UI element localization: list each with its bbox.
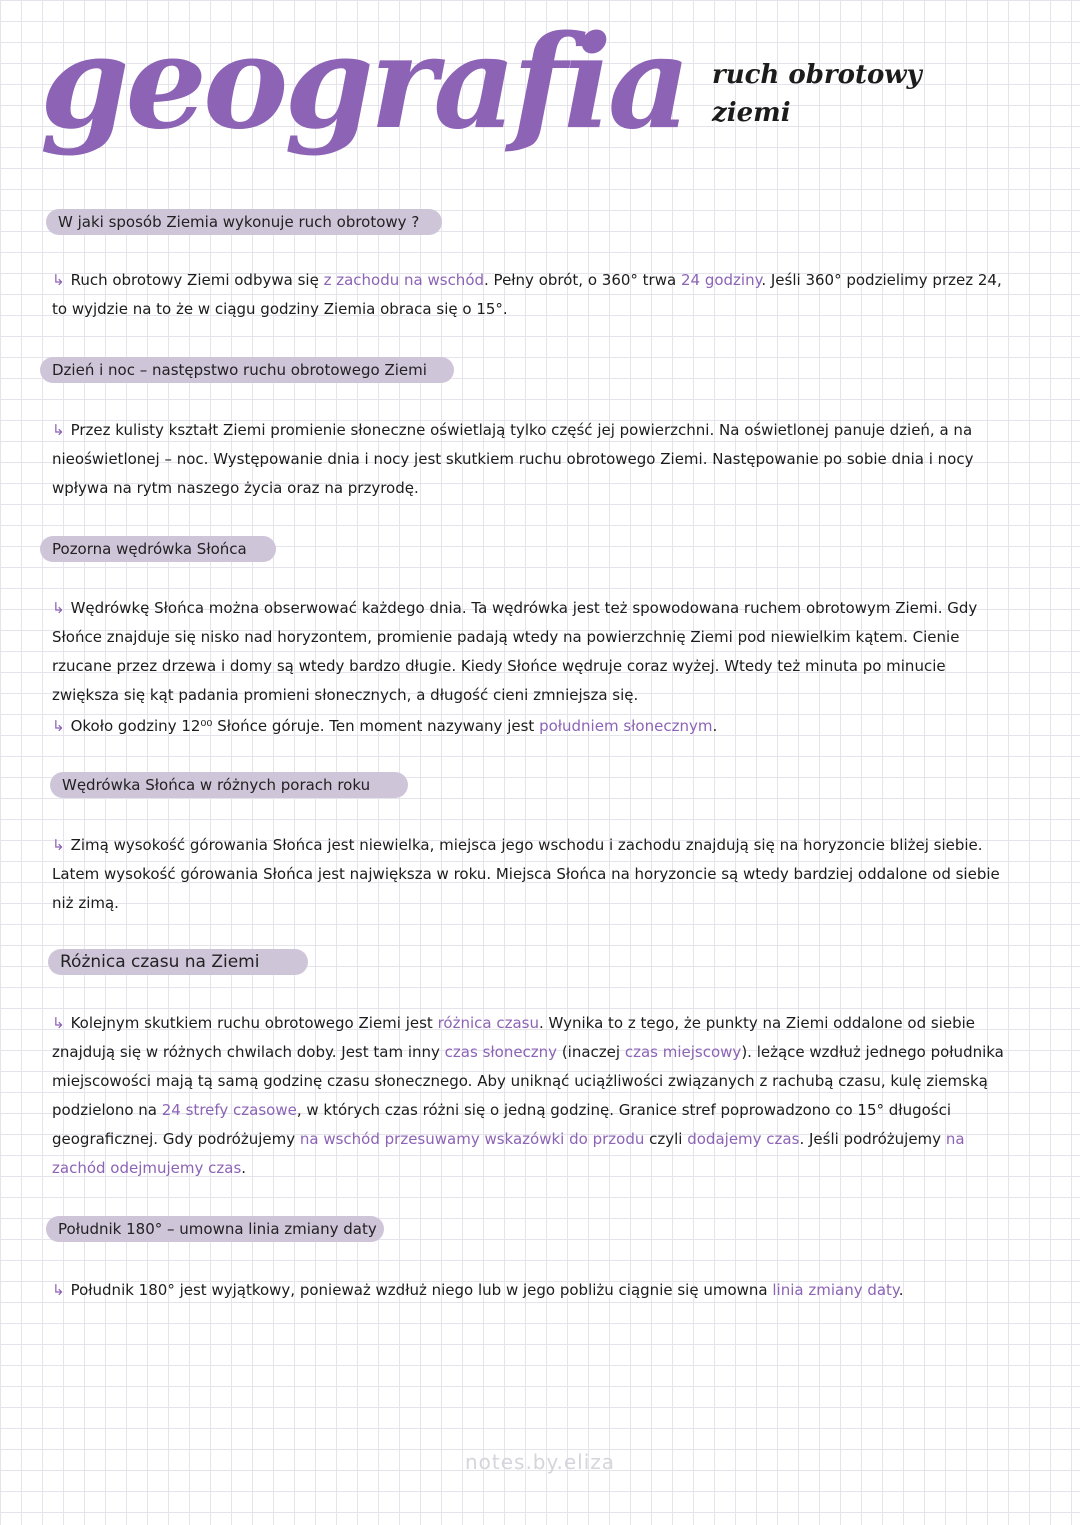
highlighted-text: 24 strefy czasowe bbox=[161, 1101, 297, 1119]
arrow-icon: ↳ bbox=[52, 599, 65, 617]
highlighted-text: z zachodu na wschód bbox=[323, 271, 485, 289]
highlighted-text: różnica czasu bbox=[437, 1014, 539, 1032]
highlighted-text: południem słonecznym bbox=[539, 717, 713, 735]
highlighted-text: na zachód odejmujemy czas bbox=[52, 1130, 965, 1177]
highlighted-text: linia zmiany daty bbox=[772, 1281, 899, 1299]
paragraph-text: Około godziny 12⁰⁰ Słońce góruje. Ten moment nazywany jest bbox=[70, 717, 540, 735]
arrow-icon: ↳ bbox=[52, 836, 65, 854]
paragraph-text: (inaczej bbox=[557, 1043, 625, 1061]
section-heading-sun-path: Pozorna wędrówka Słońca bbox=[40, 536, 276, 562]
paragraph-text: . Wynika to z tego, że punkty na Ziemi oddalone od siebie znajdują się w różnych chwilach doby. Jest tam inny bbox=[52, 1014, 976, 1061]
page-subtitle bbox=[712, 56, 952, 132]
arrow-icon: ↳ bbox=[52, 717, 65, 735]
paragraph-text: . Pełny obrót, o 360° trwa bbox=[484, 271, 681, 289]
paragraph-text: . bbox=[712, 717, 718, 735]
page-title: geografia bbox=[40, 8, 687, 158]
subtitle-line-2: ziemi bbox=[712, 98, 791, 128]
arrow-icon: ↳ bbox=[52, 1014, 65, 1032]
arrow-icon: ↳ bbox=[52, 421, 65, 439]
highlighted-text: czas słoneczny bbox=[444, 1043, 558, 1061]
paragraph-text: Zimą wysokość górowania Słońca jest niewielka, miejsca jego wschodu i zachodu znajdują się na horyzoncie bliżej siebie. Latem wysokość górowania Słońca jest największa w roku. Miejsca Słońca na horyzoncie są wtedy bardziej oddalone od siebie niż zimą. bbox=[52, 836, 1000, 912]
paragraph-text: Wędrówkę Słońca można obserwować każdego dnia. Ta wędrówka jest też spowodowana ruchem obrotowym Ziemi. Gdy Słońce znajduje się nisko nad horyzontem, promienie padają wtedy na powierzchnię Ziemi pod niewielkim kątem. Cienie rzucane przez drzewa i domy są wtedy bardzo długie. Kiedy Słońce wędruje coraz wyżej. Wtedy też minuta po minucie zwiększa się kąt padania promieni słonecznych, a długość cieni zmniejsza się. bbox=[52, 599, 978, 704]
paragraph-text: . bbox=[898, 1281, 904, 1299]
paragraph-text: Ruch obrotowy Ziemi odbywa się bbox=[70, 271, 324, 289]
section-paragraph bbox=[52, 594, 1012, 710]
section-heading-time-difference: Różnica czasu na Ziemi bbox=[48, 949, 308, 975]
section-paragraph bbox=[52, 1276, 1012, 1305]
paragraph-text: . bbox=[241, 1159, 247, 1177]
arrow-icon: ↳ bbox=[52, 1281, 65, 1299]
highlighted-text: 24 godziny bbox=[680, 271, 762, 289]
paragraph-text: ). leżące wzdłuż jednego południka miejscowości mają tą samą godzinę czasu słonecznego. Aby uniknąć uciążliwości związanych z rachubą czasu, kulę ziemską podzielono na bbox=[52, 1043, 1004, 1119]
section-heading-seasons: Wędrówka Słońca w różnych porach roku bbox=[50, 772, 408, 798]
highlighted-text: na wschód przesuwamy wskazówki do przodu bbox=[299, 1130, 645, 1148]
highlighted-text: czas miejscowy bbox=[624, 1043, 742, 1061]
paragraph-text: Południk 180° jest wyjątkowy, ponieważ wzdłuż niego lub w jego pobliżu ciągnie się umowna bbox=[70, 1281, 773, 1299]
paragraph-text: , w których czas różni się o jedną godzinę. Granice stref poprowadzono co 15° długości geograficznej. Gdy podróżujemy bbox=[52, 1101, 952, 1148]
paragraph-text: . Jeśli podróżujemy bbox=[799, 1130, 946, 1148]
section-heading-date-line: Południk 180° – umowna linia zmiany daty bbox=[46, 1216, 384, 1242]
paragraph-text: Kolejnym skutkiem ruchu obrotowego Ziemi jest bbox=[70, 1014, 438, 1032]
section-heading-rotation: W jaki sposób Ziemia wykonuje ruch obrotowy ? bbox=[46, 209, 442, 235]
arrow-icon: ↳ bbox=[52, 271, 65, 289]
section-paragraph bbox=[52, 416, 1012, 503]
section-paragraph bbox=[52, 266, 1012, 324]
paragraph-text: czyli bbox=[644, 1130, 688, 1148]
highlighted-text: dodajemy czas bbox=[687, 1130, 800, 1148]
paragraph-text: . Jeśli 360° podzielimy przez 24, to wyjdzie na to że w ciągu godziny Ziemia obraca się o 15°. bbox=[52, 271, 1002, 318]
watermark: notes.by.eliza bbox=[464, 1450, 616, 1474]
section-heading-day-night: Dzień i noc – następstwo ruchu obrotowego Ziemi bbox=[40, 357, 454, 383]
section-paragraph bbox=[52, 1009, 1012, 1183]
paragraph-text: Przez kulisty kształt Ziemi promienie słoneczne oświetlają tylko część jej powierzchni. Na oświetlonej panuje dzień, a na nieoświetlonej – noc. Występowanie dnia i nocy jest skutkiem ruchu obrotowego Ziemi. Następowanie po sobie dnia i nocy wpływa na rytm naszego życia oraz na przyrodę. bbox=[52, 421, 974, 497]
subtitle-line-1: ruch obrotowy bbox=[712, 60, 922, 90]
section-paragraph bbox=[52, 712, 1012, 741]
section-paragraph bbox=[52, 831, 1012, 918]
